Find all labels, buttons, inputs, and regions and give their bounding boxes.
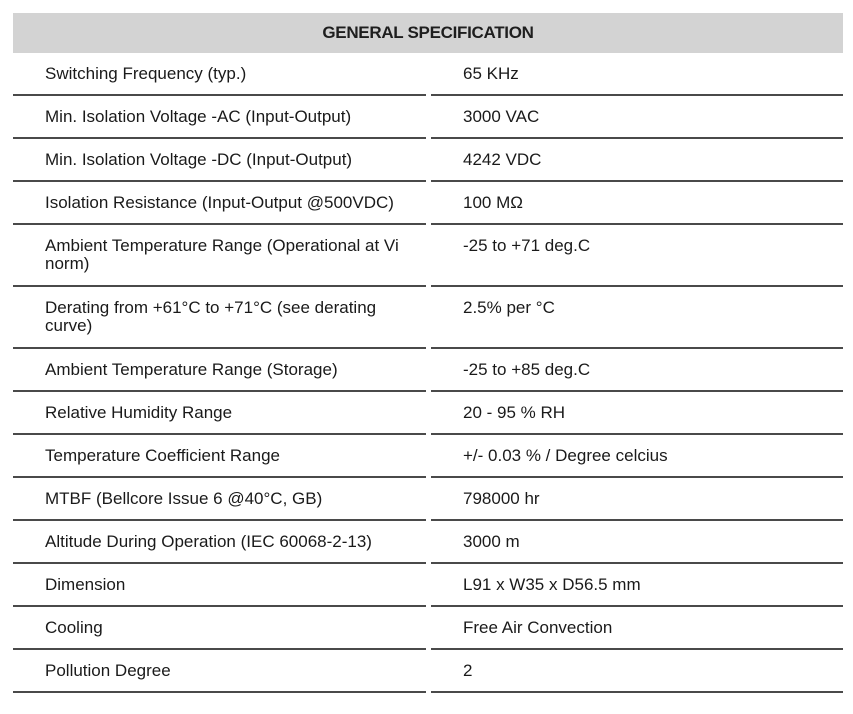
table-header: GENERAL SPECIFICATION: [13, 13, 843, 53]
spec-label: Pollution Degree: [13, 650, 426, 693]
spec-label: Ambient Temperature Range (Storage): [13, 349, 426, 392]
spec-label: Relative Humidity Range: [13, 392, 426, 435]
table-row: [13, 139, 843, 182]
spec-label: Ambient Temperature Range (Operational at Vi norm): [13, 225, 426, 287]
spec-label: Temperature Coefficient Range: [13, 435, 426, 478]
spec-value: L91 x W35 x D56.5 mm: [431, 564, 843, 607]
spec-value: 2.5% per °C: [431, 287, 843, 349]
spec-value: 100 MΩ: [431, 182, 843, 225]
table-row: [13, 435, 843, 478]
spec-label: Derating from +61°C to +71°C (see derating curve): [13, 287, 426, 349]
spec-value: +/- 0.03 % / Degree celcius: [431, 435, 843, 478]
table-row: [13, 225, 843, 287]
table-row: [13, 53, 843, 96]
table-row: [13, 96, 843, 139]
table-row: [13, 478, 843, 521]
table-row: [13, 564, 843, 607]
table-row: [13, 392, 843, 435]
spec-label: Dimension: [13, 564, 426, 607]
spec-value: -25 to +71 deg.C: [431, 225, 843, 287]
table-row: [13, 650, 843, 693]
spec-table: [13, 13, 843, 693]
table-row: [13, 349, 843, 392]
table-row: [13, 521, 843, 564]
spec-value: 4242 VDC: [431, 139, 843, 182]
spec-value: 65 KHz: [431, 53, 843, 96]
spec-value: 20 - 95 % RH: [431, 392, 843, 435]
spec-label: Cooling: [13, 607, 426, 650]
table-row: [13, 182, 843, 225]
spec-value: 3000 VAC: [431, 96, 843, 139]
spec-label: MTBF (Bellcore Issue 6 @40°C, GB): [13, 478, 426, 521]
spec-label: Min. Isolation Voltage -AC (Input-Output): [13, 96, 426, 139]
spec-label: Isolation Resistance (Input-Output @500VDC): [13, 182, 426, 225]
spec-value: 2: [431, 650, 843, 693]
spec-value: -25 to +85 deg.C: [431, 349, 843, 392]
spec-label: Min. Isolation Voltage -DC (Input-Output): [13, 139, 426, 182]
spec-value: 798000 hr: [431, 478, 843, 521]
spec-label: Switching Frequency (typ.): [13, 53, 426, 96]
spec-value: 3000 m: [431, 521, 843, 564]
table-row: [13, 287, 843, 349]
spec-label: Altitude During Operation (IEC 60068-2-13): [13, 521, 426, 564]
spec-value: Free Air Convection: [431, 607, 843, 650]
table-row: [13, 607, 843, 650]
